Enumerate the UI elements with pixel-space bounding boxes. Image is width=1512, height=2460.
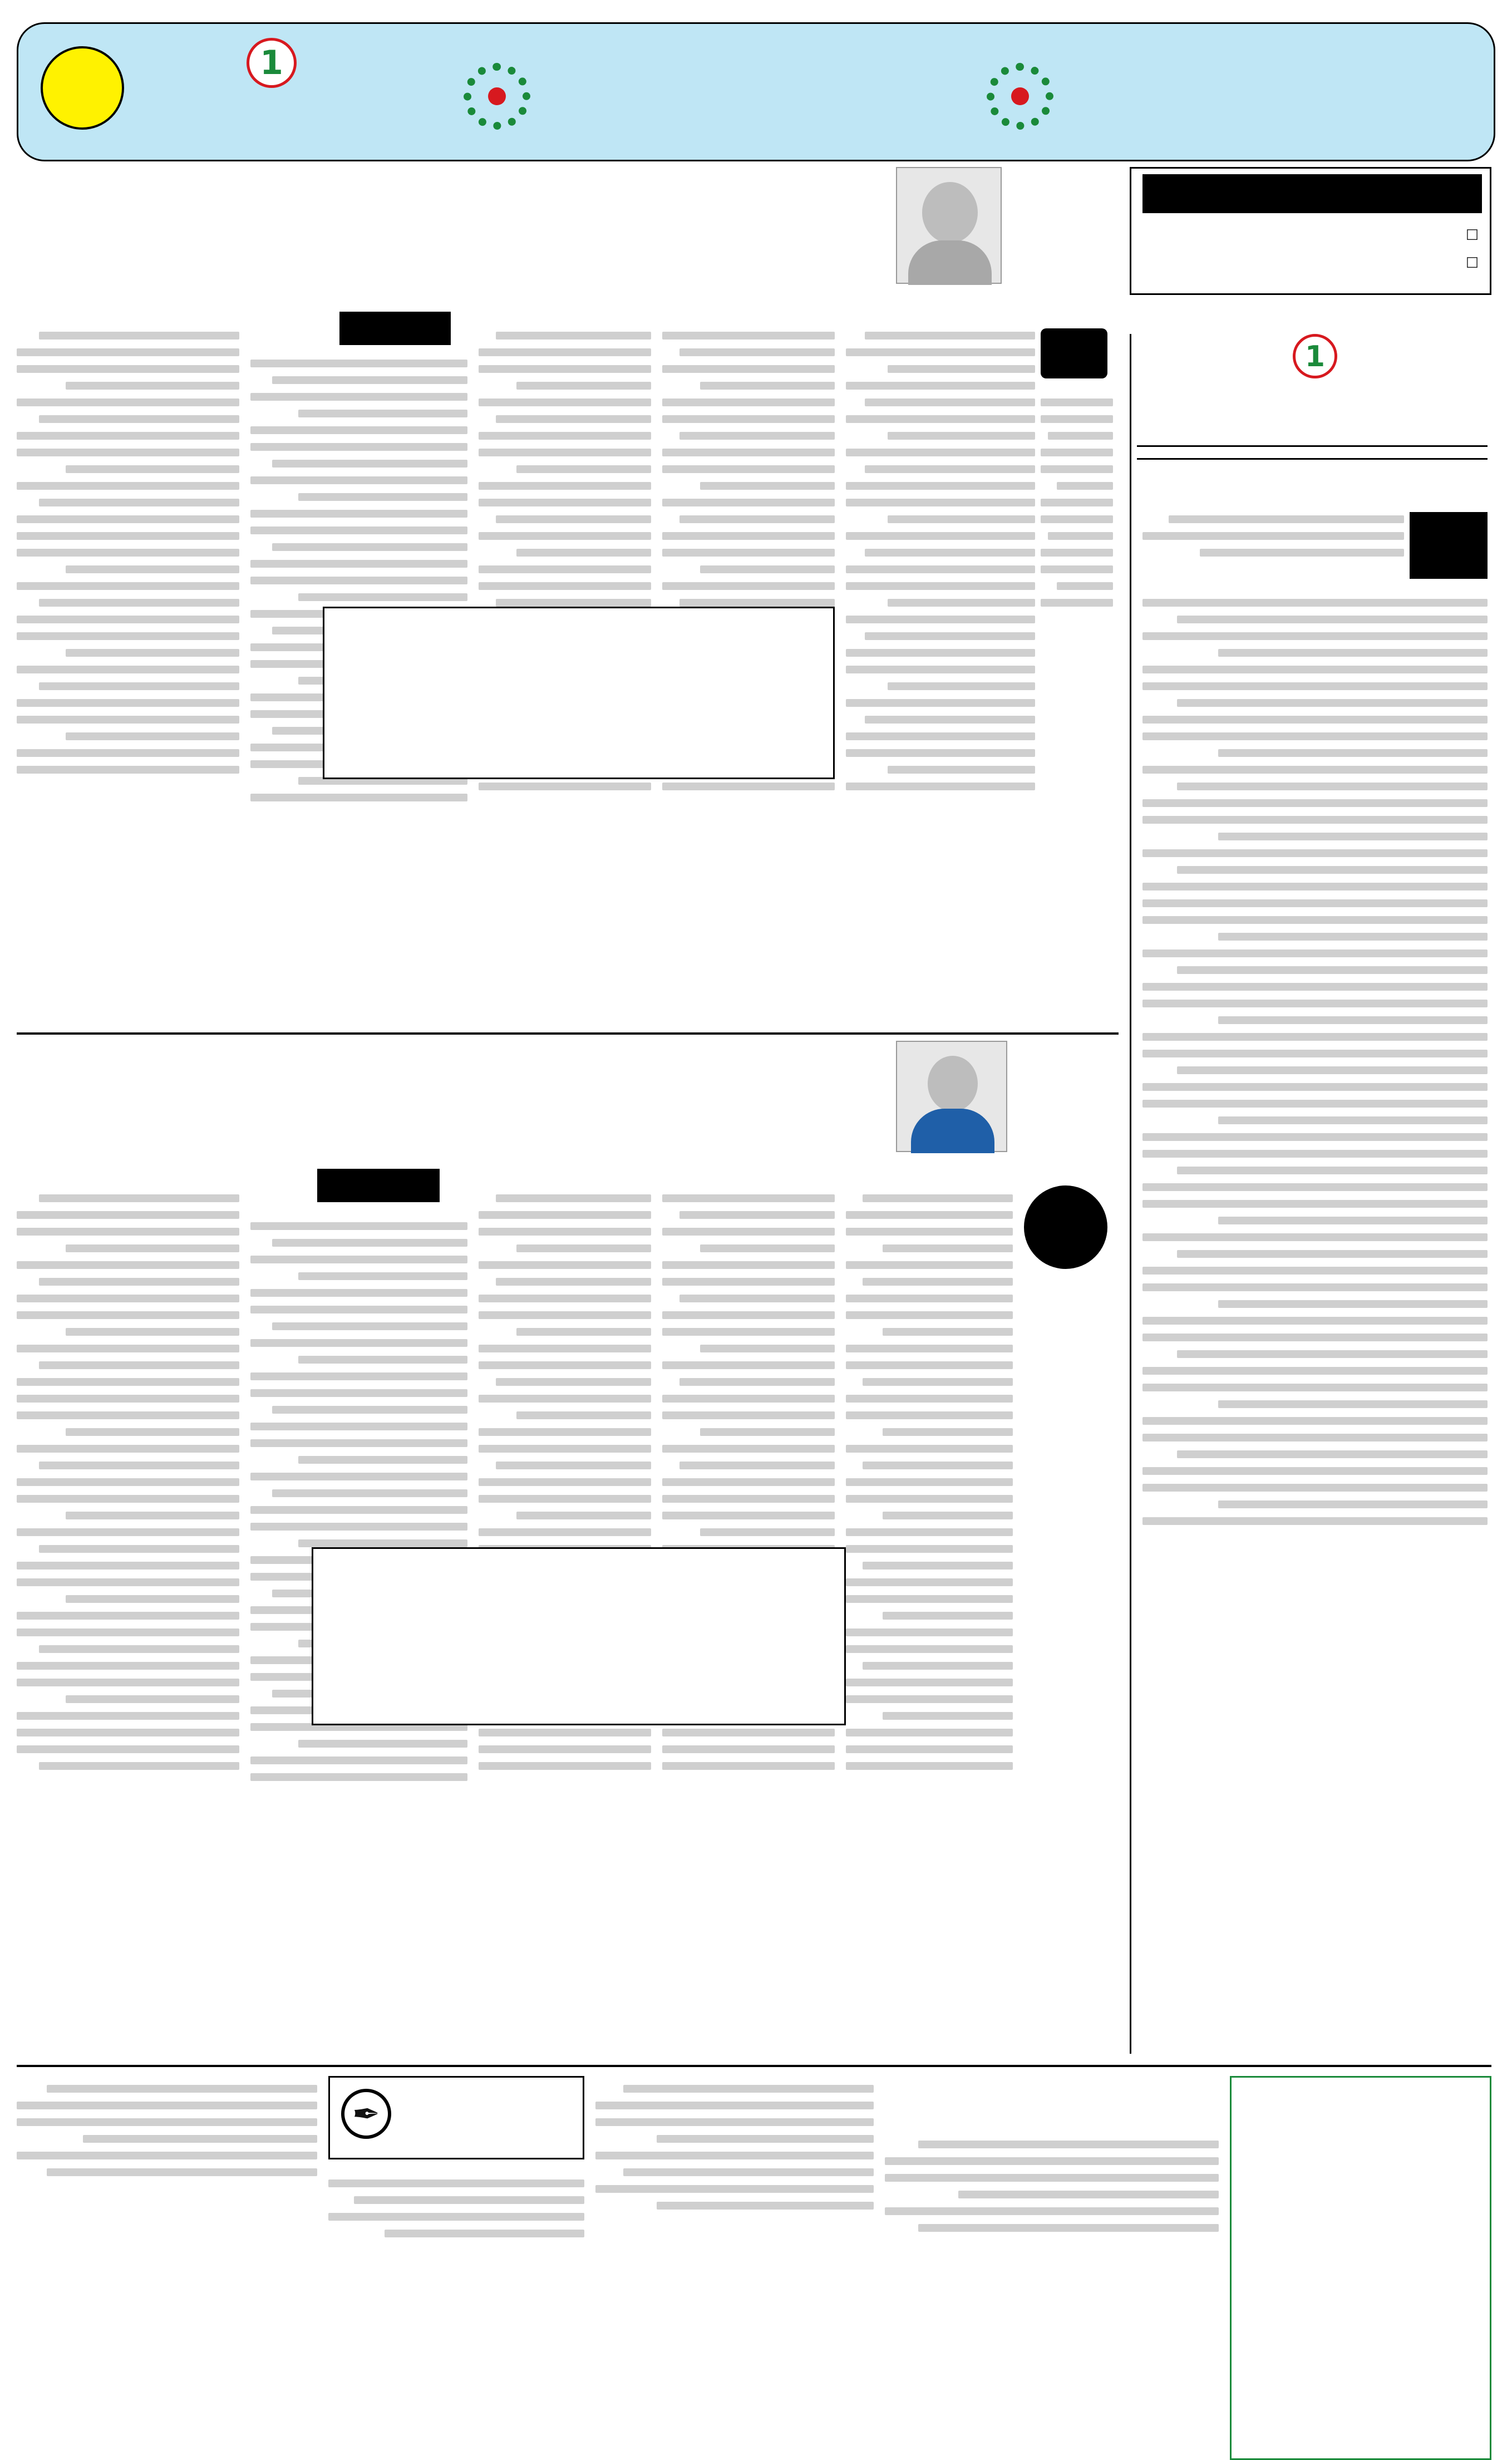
- sun-emblem-left-icon: [464, 63, 530, 130]
- rabita-body: [885, 2132, 1219, 2299]
- bottom-divider: [17, 2065, 1491, 2067]
- pen-icon: ✒: [341, 2089, 391, 2139]
- editorial-badge-mulk: [1410, 512, 1488, 579]
- murasalaat-section: [17, 2076, 874, 2310]
- sayings-title: [1142, 174, 1482, 213]
- editorial-column: [1130, 334, 1491, 2054]
- main-article-pull-quote: [323, 607, 835, 779]
- checkbox-icon: ☐: [1465, 227, 1479, 244]
- murasalaat-col-1: [595, 2076, 874, 2299]
- sayings-item: [1145, 255, 1479, 272]
- badge-jaiza: [339, 312, 451, 345]
- author-photo-second: [896, 1041, 1007, 1152]
- main-article-body-col-1b: [1041, 390, 1113, 735]
- second-article-body-col-5: [17, 1185, 239, 2059]
- badge-lughwi: [1041, 328, 1107, 378]
- editorial-body: [1142, 506, 1404, 590]
- brand-logo-left: [146, 38, 447, 149]
- aaina-box: [1230, 2076, 1491, 2460]
- sun-emblem-right-icon: [987, 63, 1053, 130]
- divider: [17, 1032, 1119, 1035]
- author-photo-main: [896, 167, 1002, 284]
- badge-saal: [1024, 1185, 1107, 1269]
- brand-emblem-icon: 1: [1293, 334, 1337, 378]
- brand-emblem-icon: 1: [247, 38, 297, 88]
- masthead: [17, 22, 1495, 161]
- editorial-headline: [1137, 445, 1488, 460]
- murasalaat-banner: [328, 2076, 584, 2159]
- second-article-body-col-1: [846, 1185, 1013, 2059]
- rabita-section: [885, 2076, 1219, 2310]
- badge-tajziya: [317, 1169, 440, 1202]
- page-number: [41, 46, 124, 130]
- main-article-body-col-5: [17, 323, 239, 991]
- sayings-item: [1145, 227, 1479, 244]
- editorial-body-main: [1142, 590, 1488, 2004]
- second-article-pull-quote: [312, 1547, 846, 1725]
- main-article-body-col-1: [846, 323, 1035, 1024]
- murasalaat-col-2: [328, 2171, 584, 2299]
- checkbox-icon: ☐: [1465, 255, 1479, 272]
- editorial-logo: [1215, 334, 1415, 434]
- sayings-box: [1130, 167, 1491, 295]
- murasalaat-col-3: [17, 2076, 317, 2260]
